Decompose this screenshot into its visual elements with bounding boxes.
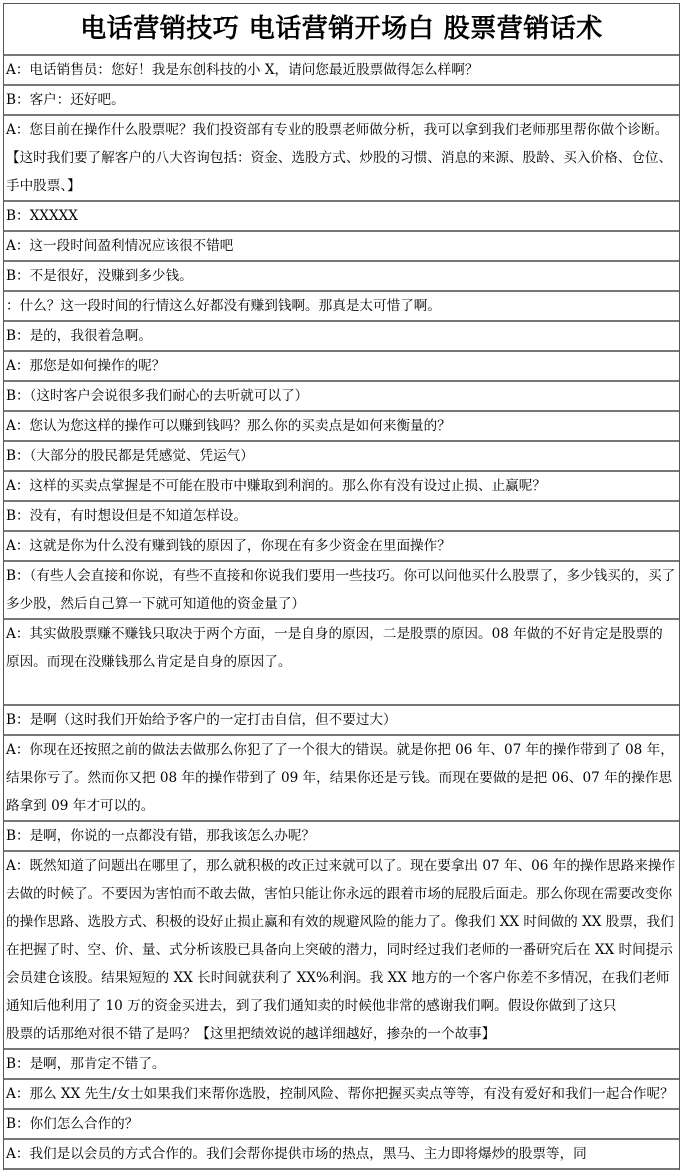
dialogue-text: A：那您是如何操作的呢？	[6, 358, 166, 374]
dialogue-cell	[4, 412, 679, 442]
dialogue-row	[4, 442, 679, 472]
dialogue-text: A：你现在还按照之前的做法去做那么你犯了了一个很大的错误。就是你把 06 年、07 年的操作带到了 08 年，结果你亏了。然而你又把 08 年的操作带到了 09 年，结果你还是亏钱。而现在要做的是把 06、07 年的操作思路拿到 09 年才可以的。	[6, 742, 674, 814]
dialogue-row	[4, 532, 679, 562]
dialogue-cell	[4, 262, 679, 292]
dialogue-row	[4, 472, 679, 502]
dialogue-text: A：您认为您这样的操作可以赚到钱吗？那么你的买卖点是如何来衡量的？	[6, 418, 451, 434]
dialogue-row	[4, 620, 679, 706]
dialogue-cell	[4, 352, 679, 382]
dialogue-cell	[4, 202, 679, 232]
dialogue-cell	[4, 1110, 679, 1140]
dialogue-row	[4, 502, 679, 532]
dialogue-row	[4, 1050, 679, 1080]
dialogue-row	[4, 116, 679, 202]
dialogue-cell	[4, 382, 679, 412]
dialogue-row	[4, 382, 679, 412]
dialogue-cell	[4, 472, 679, 502]
dialogue-text: A：其实做股票赚不赚钱只取决于两个方面，一是自身的原因，二是股票的原因。08 年做的不好肯定是股票的原因。而现在没赚钱那么肯定是自身的原因了。	[6, 626, 663, 670]
dialogue-row	[4, 86, 679, 116]
dialogue-cell	[4, 532, 679, 562]
dialogue-cell	[4, 706, 679, 736]
dialogue-text: B：没有，有时想设但是不知道怎样设。	[6, 508, 248, 524]
dialogue-row	[4, 852, 679, 1050]
dialogue-row	[4, 1080, 679, 1110]
dialogue-row	[4, 232, 679, 262]
dialogue-row	[4, 1110, 679, 1140]
dialogue-cell	[4, 562, 679, 620]
dialogue-row	[4, 352, 679, 382]
dialogue-row	[4, 322, 679, 352]
dialogue-text: B：你们怎么合作的？	[6, 1116, 139, 1132]
dialogue-row	[4, 562, 679, 620]
script-table-body	[4, 4, 679, 1170]
dialogue-text: B：（这时客户会说很多我们耐心的去听就可以了）	[6, 388, 309, 404]
dialogue-row	[4, 412, 679, 442]
dialogue-row	[4, 822, 679, 852]
dialogue-cell	[4, 86, 679, 116]
dialogue-text: A：电话销售员：您好！我是东创科技的小 X，请问您最近股票做得怎么样啊？	[6, 62, 479, 78]
dialogue-text: A：这样的买卖点掌握是不可能在股市中赚取到利润的。那么你有没有设过止损、止赢呢？	[6, 478, 546, 494]
dialogue-text: B：是的，我很着急啊。	[6, 328, 152, 344]
dialogue-text: B：是啊（这时我们开始给予客户的一定打击自信，但不要过大）	[6, 712, 397, 728]
page-title: 电话营销技巧 电话营销开场白 股票营销话术	[4, 4, 679, 56]
dialogue-text: A：这一段时间盈利情况应该很不错吧	[6, 238, 234, 254]
dialogue-cell	[4, 620, 679, 706]
dialogue-text: A：我们是以会员的方式合作的。我们会帮你提供市场的热点，黑马、主力即将爆炒的股票等，同	[6, 1146, 587, 1162]
dialogue-text: B：是啊，你说的一点都没有错，那我该怎么办呢？	[6, 828, 316, 844]
dialogue-cell	[4, 116, 679, 202]
dialogue-text: A：那么 XX 先生/女士如果我们来帮你选股，控制风险、帮你把握买卖点等等，有没有爱好和我们一起合作呢？	[6, 1086, 674, 1102]
title-row	[4, 4, 679, 56]
dialogue-text: A：既然知道了问题出在哪里了，那么就积极的改正过来就可以了。现在要拿出 07 年、06 年的操作思路来操作去做的时候了。不要因为害怕而不敢去做，害怕只能让你永远的跟着市场的屁股后面走。那么你现在需要改变你的操作思路、选股方式、积极的设好止损止赢和有效的规避风险的能力了。像我们 XX 时间做的 XX 股票，我们在把握了时、空、价、量、式分析该股已具备向上突破的潜力，同时经过我们老师的一番研究后在 XX 时间提示会员建仓该股。结果短短的 XX 长时间就获利了 XX%利润。我 XX 地方的一个客户你差不多情况，在我们老师通知后他利用了 10 万的资金买进去，到了我们通知卖的时候他非常的感谢我们啊。假设你做到了这只	[6, 858, 676, 1014]
dialogue-cell	[4, 442, 679, 472]
dialogue-row	[4, 56, 679, 86]
dialogue-row	[4, 736, 679, 822]
dialogue-cell	[4, 1050, 679, 1080]
dialogue-text: B：客户：还好吧。	[6, 92, 125, 108]
dialogue-text: A：您目前在操作什么股票呢？我们投资部有专业的股票老师做分析，我可以拿到我们老师那里帮你做个诊断。【这时我们要了解客户的八大咨询包括：资金、选股方式、炒股的习惯、消息的来源、股龄、买入价格、仓位、手中股票、】	[6, 122, 673, 194]
dialogue-row	[4, 1140, 679, 1170]
dialogue-cell	[4, 1080, 679, 1110]
dialogue-row	[4, 262, 679, 292]
dialogue-cell	[4, 1140, 679, 1170]
blank-line	[6, 676, 676, 704]
dialogue-text: ：什么？这一段时间的行情这么好都没有赚到钱啊。那真是太可惜了啊。	[6, 298, 441, 314]
dialogue-text: 股票的话那绝对很不错了是吗？【这里把绩效说的越详细越好，掺杂的一个故事】	[6, 1026, 496, 1042]
script-table	[3, 3, 680, 1170]
dialogue-text: B：是啊，那肯定不错了。	[6, 1056, 166, 1072]
dialogue-text: B：XXXXX	[6, 208, 78, 224]
dialogue-cell	[4, 232, 679, 262]
dialogue-row	[4, 292, 679, 322]
dialogue-cell	[4, 736, 679, 822]
dialogue-row	[4, 202, 679, 232]
dialogue-cell	[4, 322, 679, 352]
dialogue-cell	[4, 56, 679, 86]
dialogue-row	[4, 706, 679, 736]
dialogue-text: A：这就是你为什么没有赚到钱的原因了，你现在有多少资金在里面操作？	[6, 538, 451, 554]
dialogue-text: B：不是很好，没赚到多少钱。	[6, 268, 193, 284]
dialogue-cell	[4, 502, 679, 532]
dialogue-cell	[4, 852, 679, 1050]
dialogue-cell	[4, 822, 679, 852]
dialogue-cell	[4, 292, 679, 322]
dialogue-text: B：（有些人会直接和你说，有些不直接和你说我们要用一些技巧。你可以问他买什么股票了，多少钱买的，买了多少股，然后自己算一下就可知道他的资金量了）	[6, 568, 676, 612]
dialogue-text: B：（大部分的股民都是凭感觉、凭运气）	[6, 448, 254, 464]
